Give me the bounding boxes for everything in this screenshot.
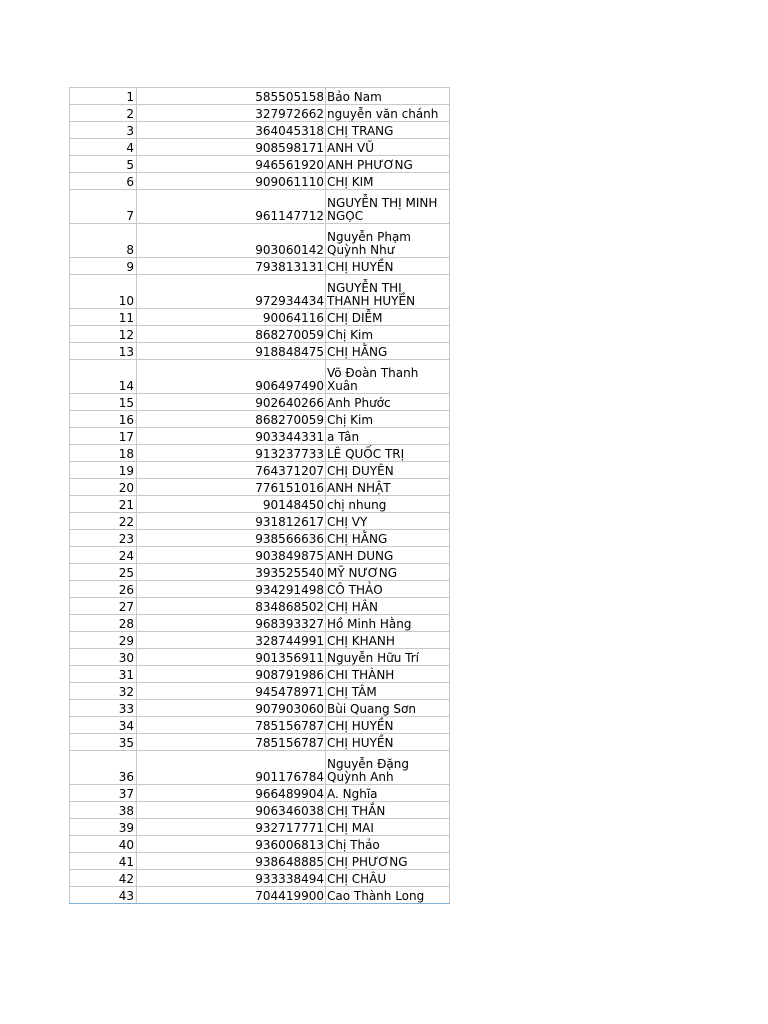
name-cell[interactable]: CHỊ HUYỀN (326, 258, 450, 275)
phone-cell[interactable]: 328744991 (137, 632, 326, 649)
table-row (70, 836, 450, 853)
table-row (70, 700, 450, 717)
contact-table (69, 87, 450, 904)
phone-cell[interactable]: 868270059 (137, 326, 326, 343)
name-cell[interactable]: Chị Kim (326, 326, 450, 343)
phone-cell[interactable]: 327972662 (137, 105, 326, 122)
name-cell[interactable]: CHỊ HÂN (326, 598, 450, 615)
phone-cell[interactable]: 968393327 (137, 615, 326, 632)
row-number-cell[interactable]: 27 (70, 598, 137, 615)
row-number-cell[interactable]: 17 (70, 428, 137, 445)
table-row (70, 717, 450, 734)
name-cell[interactable]: ANH NHẬT (326, 479, 450, 496)
row-number-cell[interactable]: 42 (70, 870, 137, 887)
name-cell[interactable]: CHỊ DIỄM (326, 309, 450, 326)
row-number-cell[interactable]: 20 (70, 479, 137, 496)
phone-cell[interactable]: 793813131 (137, 258, 326, 275)
name-cell[interactable]: CHỊ HUYỀN (326, 734, 450, 751)
name-cell[interactable]: CHỊ VY (326, 513, 450, 530)
name-cell[interactable]: A. Nghĩa (326, 785, 450, 802)
row-number-cell[interactable]: 26 (70, 581, 137, 598)
row-number-cell[interactable]: 2 (70, 105, 137, 122)
table-row (70, 853, 450, 870)
name-cell[interactable]: a Tân (326, 428, 450, 445)
phone-cell[interactable]: 936006813 (137, 836, 326, 853)
table-row (70, 564, 450, 581)
name-cell[interactable]: CHỊ MAI (326, 819, 450, 836)
row-number-cell[interactable]: 5 (70, 156, 137, 173)
table-row (70, 819, 450, 836)
name-cell[interactable]: MỸ NƯƠNG (326, 564, 450, 581)
phone-cell[interactable]: 903060142 (137, 224, 326, 258)
name-cell[interactable]: NGUYỄN THỊ MINH NGỌC (326, 190, 450, 224)
phone-cell[interactable]: 834868502 (137, 598, 326, 615)
name-cell[interactable]: CHỊ KIM (326, 173, 450, 190)
row-number-cell[interactable]: 31 (70, 666, 137, 683)
row-number-cell[interactable]: 33 (70, 700, 137, 717)
phone-cell[interactable]: 946561920 (137, 156, 326, 173)
name-cell[interactable]: Nguyễn Hữu Trí (326, 649, 450, 666)
table-row (70, 547, 450, 564)
row-number-cell[interactable]: 16 (70, 411, 137, 428)
table-row (70, 496, 450, 513)
phone-cell[interactable]: 934291498 (137, 581, 326, 598)
name-cell[interactable]: CHỊ THẮN (326, 802, 450, 819)
phone-cell[interactable]: 902640266 (137, 394, 326, 411)
name-cell[interactable]: chị nhung (326, 496, 450, 513)
row-number-cell[interactable]: 11 (70, 309, 137, 326)
row-number-cell[interactable]: 9 (70, 258, 137, 275)
table-row (70, 666, 450, 683)
name-cell[interactable]: Nguyễn Đặng Quỳnh Anh (326, 751, 450, 785)
phone-cell[interactable]: 909061110 (137, 173, 326, 190)
row-number-cell[interactable]: 6 (70, 173, 137, 190)
phone-cell[interactable]: 364045318 (137, 122, 326, 139)
row-number-cell[interactable]: 8 (70, 224, 137, 258)
table-row (70, 615, 450, 632)
table-row (70, 360, 450, 394)
table-row (70, 394, 450, 411)
name-cell[interactable]: Nguyễn Phạm Quỳnh Như (326, 224, 450, 258)
row-number-cell[interactable]: 15 (70, 394, 137, 411)
row-number-cell[interactable]: 18 (70, 445, 137, 462)
table-row (70, 581, 450, 598)
table-row (70, 309, 450, 326)
name-cell[interactable]: Chị Thảo (326, 836, 450, 853)
name-cell[interactable]: Bảo Nam (326, 88, 450, 105)
name-cell[interactable]: CHỊ HUYỀN (326, 717, 450, 734)
row-number-cell[interactable]: 29 (70, 632, 137, 649)
table-row (70, 649, 450, 666)
name-cell[interactable]: CHI THÀNH (326, 666, 450, 683)
phone-cell[interactable]: 704419900 (137, 887, 326, 904)
phone-cell[interactable]: 764371207 (137, 462, 326, 479)
row-number-cell[interactable]: 1 (70, 88, 137, 105)
table-row (70, 224, 450, 258)
row-number-cell[interactable]: 39 (70, 819, 137, 836)
name-cell[interactable]: CÔ THẢO (326, 581, 450, 598)
phone-cell[interactable]: 776151016 (137, 479, 326, 496)
row-number-cell[interactable]: 43 (70, 887, 137, 904)
phone-cell[interactable]: 918848475 (137, 343, 326, 360)
name-cell[interactable]: ANH PHƯƠNG (326, 156, 450, 173)
table-row (70, 139, 450, 156)
row-number-cell[interactable]: 38 (70, 802, 137, 819)
row-number-cell[interactable]: 41 (70, 853, 137, 870)
table-row (70, 479, 450, 496)
table-row (70, 513, 450, 530)
table-row (70, 275, 450, 309)
row-number-cell[interactable]: 10 (70, 275, 137, 309)
name-cell[interactable]: CHỊ DUYÊN (326, 462, 450, 479)
table-row (70, 751, 450, 785)
row-number-cell[interactable]: 25 (70, 564, 137, 581)
row-number-cell[interactable]: 35 (70, 734, 137, 751)
name-cell[interactable]: CHỊ HẰNG (326, 343, 450, 360)
name-cell[interactable]: CHỊ PHƯƠNG (326, 853, 450, 870)
table-row (70, 445, 450, 462)
row-number-cell[interactable]: 22 (70, 513, 137, 530)
table-row (70, 870, 450, 887)
row-number-cell[interactable]: 28 (70, 615, 137, 632)
name-cell[interactable]: Chị Kim (326, 411, 450, 428)
table-row (70, 530, 450, 547)
row-number-cell[interactable]: 13 (70, 343, 137, 360)
name-cell[interactable]: CHỊ TRANG (326, 122, 450, 139)
phone-cell[interactable]: 945478971 (137, 683, 326, 700)
phone-cell[interactable]: 906346038 (137, 802, 326, 819)
name-cell[interactable]: CHỊ TÂM (326, 683, 450, 700)
name-cell[interactable]: LÊ QUỐC TRỊ (326, 445, 450, 462)
name-cell[interactable]: Võ Đoàn Thanh Xuân (326, 360, 450, 394)
contact-table-body (70, 88, 450, 904)
name-cell[interactable]: ANH DUNG (326, 547, 450, 564)
phone-cell[interactable]: 868270059 (137, 411, 326, 428)
table-row (70, 887, 450, 904)
table-row (70, 173, 450, 190)
name-cell[interactable]: Cao Thành Long (326, 887, 450, 904)
phone-cell[interactable]: 901356911 (137, 649, 326, 666)
phone-cell[interactable]: 938648885 (137, 853, 326, 870)
row-number-cell[interactable]: 3 (70, 122, 137, 139)
name-cell[interactable]: Bùi Quang Sơn (326, 700, 450, 717)
phone-cell[interactable]: 393525540 (137, 564, 326, 581)
name-cell[interactable]: Hồ Minh Hằng (326, 615, 450, 632)
name-cell[interactable]: NGUYỄN THỊ THANH HUYỀN (326, 275, 450, 309)
row-number-cell[interactable]: 32 (70, 683, 137, 700)
table-row (70, 462, 450, 479)
name-cell[interactable]: ANH VŨ (326, 139, 450, 156)
table-row (70, 88, 450, 105)
table-row (70, 785, 450, 802)
phone-cell[interactable]: 785156787 (137, 717, 326, 734)
name-cell[interactable]: CHỊ CHÂU (326, 870, 450, 887)
row-number-cell[interactable]: 30 (70, 649, 137, 666)
row-number-cell[interactable]: 23 (70, 530, 137, 547)
phone-cell[interactable]: 908598171 (137, 139, 326, 156)
phone-cell[interactable]: 785156787 (137, 734, 326, 751)
table-row (70, 105, 450, 122)
phone-cell[interactable]: 933338494 (137, 870, 326, 887)
phone-cell[interactable]: 906497490 (137, 360, 326, 394)
name-cell[interactable]: CHỊ HẰNG (326, 530, 450, 547)
table-row (70, 258, 450, 275)
row-number-cell[interactable]: 4 (70, 139, 137, 156)
phone-cell[interactable]: 901176784 (137, 751, 326, 785)
table-row (70, 156, 450, 173)
phone-cell[interactable]: 90148450 (137, 496, 326, 513)
row-number-cell[interactable]: 7 (70, 190, 137, 224)
name-cell[interactable]: nguyễn văn chánh (326, 105, 450, 122)
name-cell[interactable]: Anh Phước (326, 394, 450, 411)
row-number-cell[interactable]: 19 (70, 462, 137, 479)
table-row (70, 428, 450, 445)
row-number-cell[interactable]: 14 (70, 360, 137, 394)
row-number-cell[interactable]: 37 (70, 785, 137, 802)
phone-cell[interactable]: 972934434 (137, 275, 326, 309)
phone-cell[interactable]: 913237733 (137, 445, 326, 462)
row-number-cell[interactable]: 21 (70, 496, 137, 513)
phone-cell[interactable]: 931812617 (137, 513, 326, 530)
phone-cell[interactable]: 938566636 (137, 530, 326, 547)
table-row (70, 683, 450, 700)
table-row (70, 802, 450, 819)
phone-cell[interactable]: 908791986 (137, 666, 326, 683)
phone-cell[interactable]: 90064116 (137, 309, 326, 326)
name-cell[interactable]: CHỊ KHANH (326, 632, 450, 649)
phone-cell[interactable]: 903849875 (137, 547, 326, 564)
phone-cell[interactable]: 585505158 (137, 88, 326, 105)
table-row (70, 122, 450, 139)
table-row (70, 411, 450, 428)
phone-cell[interactable]: 903344331 (137, 428, 326, 445)
phone-cell[interactable]: 966489904 (137, 785, 326, 802)
row-number-cell[interactable]: 36 (70, 751, 137, 785)
table-row (70, 326, 450, 343)
table-row (70, 598, 450, 615)
row-number-cell[interactable]: 34 (70, 717, 137, 734)
phone-cell[interactable]: 961147712 (137, 190, 326, 224)
phone-cell[interactable]: 932717771 (137, 819, 326, 836)
table-row (70, 632, 450, 649)
row-number-cell[interactable]: 40 (70, 836, 137, 853)
row-number-cell[interactable]: 24 (70, 547, 137, 564)
phone-cell[interactable]: 907903060 (137, 700, 326, 717)
table-row (70, 734, 450, 751)
row-number-cell[interactable]: 12 (70, 326, 137, 343)
table-row (70, 190, 450, 224)
table-row (70, 343, 450, 360)
